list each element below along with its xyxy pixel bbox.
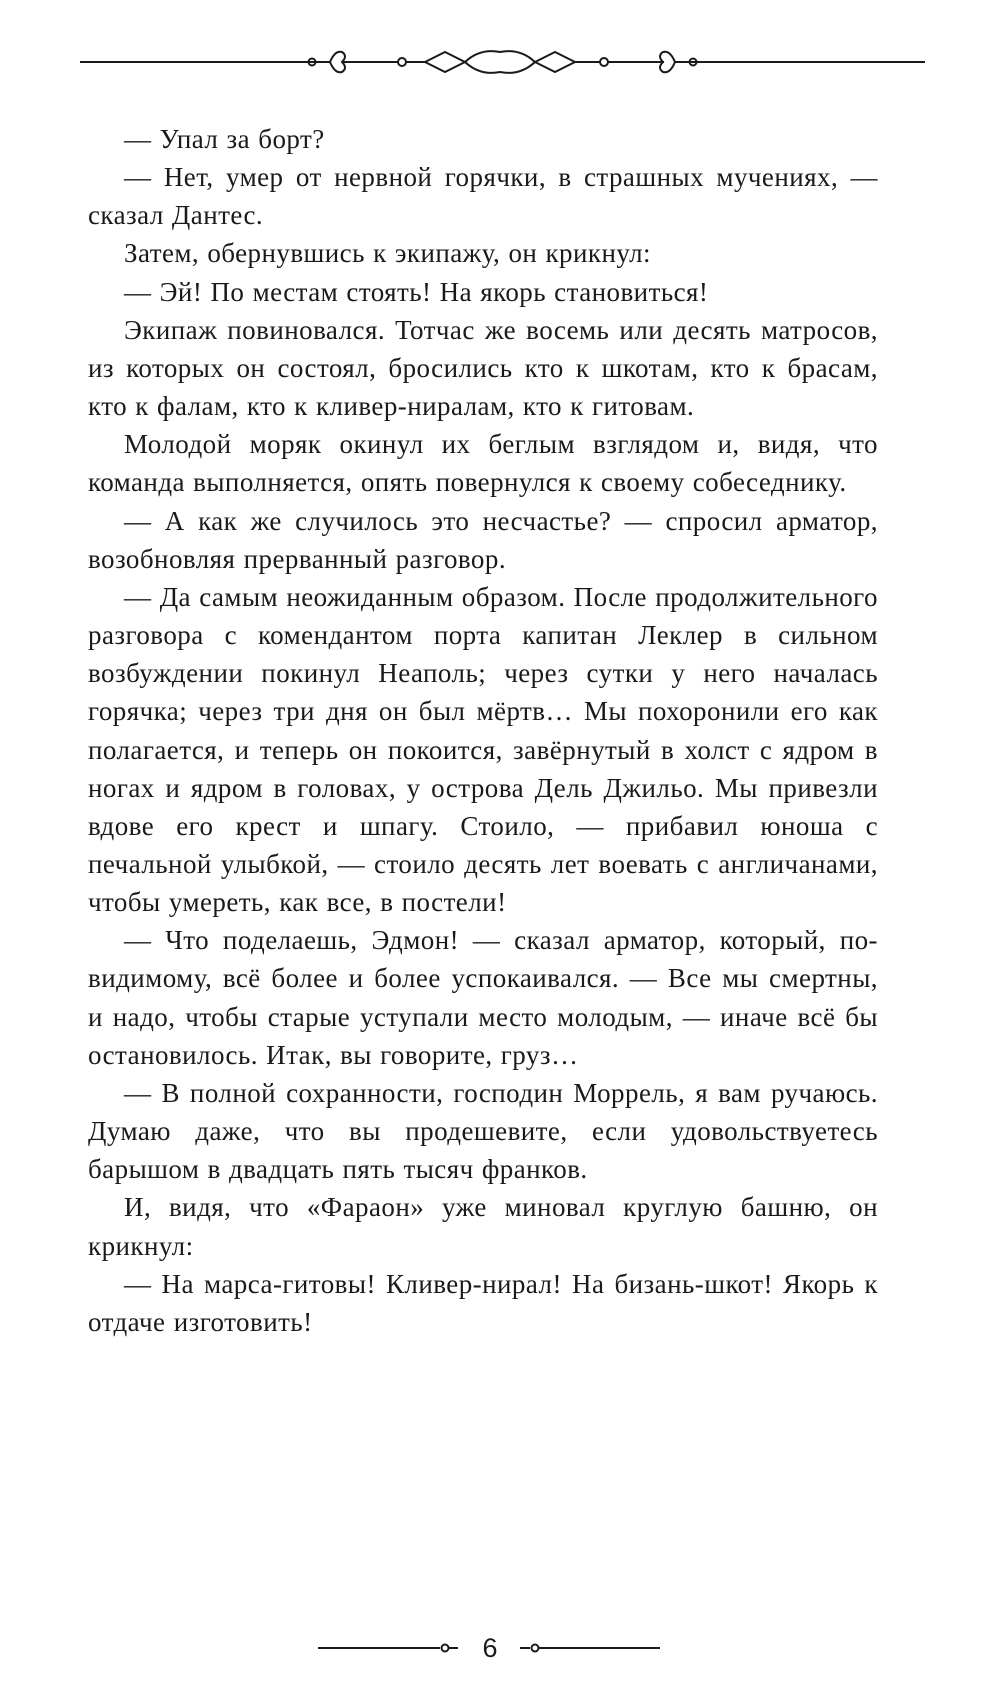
top-ornament-icon	[80, 40, 925, 80]
paragraph: — Да самым неожиданным образом. После продолжительного разговора с комендантом порта капитан Леклер в сильном возбуждении покинул Неаполь; через сутки у него началась горячка; через три дня он был мёртв… Мы похоронили его как полагается, и теперь он покоится, завёрнутый в холст с ядром в ногах и ядром в головах, у острова Дель Джильо. Мы привезли вдове его крест и шпагу. Стоило, — прибавил юноша с печальной улыбкой, — стоило десять лет воевать с англичанами, чтобы умереть, как все, в постели!	[88, 581, 878, 918]
page-footer	[0, 1626, 1000, 1676]
paragraph: И, видя, что «Фараон» уже миновал круглую башню, он крикнул:	[88, 1192, 878, 1261]
paragraph: Молодой моряк окинул их беглым взглядом и, видя, что команда выполняется, опять повернулся к своему собеседнику.	[88, 429, 878, 498]
paragraph: — На марса-гитовы! Кливер-нирал! На бизань-шкот! Якорь к отдаче изготовить!	[88, 1268, 878, 1337]
paragraph: — Эй! По местам стоять! На якорь становиться!	[124, 276, 709, 307]
paragraph: Затем, обернувшись к экипажу, он крикнул:	[124, 238, 652, 269]
page-number: 6	[482, 1633, 498, 1663]
paragraph: — А как же случилось это несчастье? — спросил арматор, возобновляя прерванный разговор.	[88, 505, 878, 574]
paragraph: — Нет, умер от нервной горячки, в страшных мучениях, — сказал Дантес.	[88, 162, 878, 231]
paragraph: — Упал за борт?	[124, 124, 325, 154]
paragraph: — Что поделаешь, Эдмон! — сказал арматор, который, по-видимому, всё более и более успокаивался. — Все мы смертны, и надо, чтобы старые уступали место молодым, — иначе всё бы остановилось. Итак, вы говорите, груз…	[88, 925, 878, 1070]
paragraph: Экипаж повиновался. Тотчас же восемь или десять матросов, из которых он состоял, бросились кто к шкотам, кто к брасам, кто к фалам, кто к кливер-ниралам, кто к гитовам.	[88, 314, 878, 422]
paragraph: — В полной сохранности, господин Моррель, я вам ручаюсь. Думаю даже, что вы продешевите, если удовольствуетесь барышом в двадцать пять тысяч франков.	[88, 1077, 878, 1185]
body-text	[88, 120, 878, 1341]
